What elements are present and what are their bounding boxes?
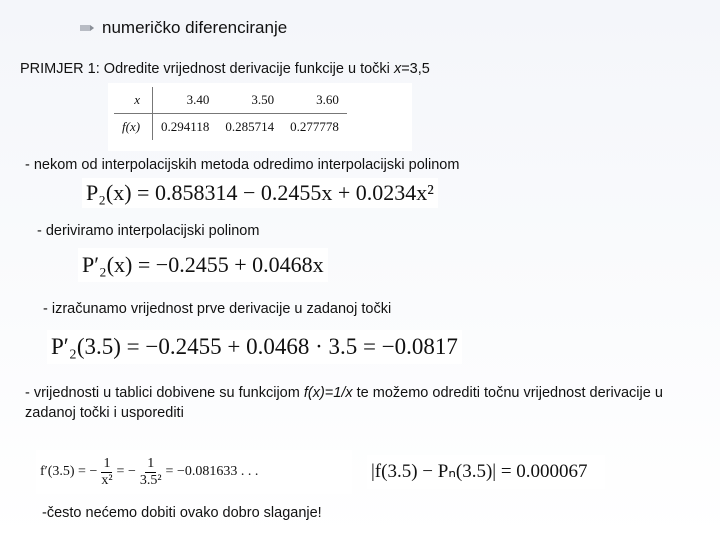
conclusion-text: -često nećemo dobiti ovako dobro slaganje! <box>42 505 322 521</box>
example-text: Odredite vrijednost derivacije funkcije u točki <box>99 61 394 77</box>
formula-mid: = − <box>116 464 136 479</box>
fraction-numerator: 1 <box>103 455 111 471</box>
title-text: numeričko diferenciranje <box>102 18 288 37</box>
table-cell: 0.277778 <box>290 119 339 134</box>
formula-rhs: −0.2455 + 0.0468x <box>155 252 324 277</box>
table-cell: 3.40 <box>153 87 218 114</box>
table-cell: 0.294118 <box>161 119 210 134</box>
step-4-part: te možemo odrediti točnu vrijednost derivacije u zadanoj točki i usporediti <box>25 385 663 421</box>
step-3-text: - izračunamo vrijednost prve derivacije u zadanoj točki <box>43 301 392 317</box>
example-var: x <box>393 61 402 77</box>
slide-title <box>80 18 287 38</box>
table-row-label: f(x) <box>114 114 153 141</box>
formula-rhs: −0.2455 + 0.0468 · 3.5 = −0.0817 <box>145 334 458 359</box>
step-4-text <box>25 383 695 423</box>
table-row <box>114 87 347 114</box>
formula-rhs: = −0.081633 . . . <box>165 464 259 479</box>
step-4-part: - vrijednosti u tablici dobivene su funkcijom <box>25 385 304 401</box>
formula-evaluation <box>47 330 462 364</box>
formula-lhs: f′(3.5) = − <box>40 464 98 479</box>
pencil-bullet-icon <box>80 23 94 33</box>
formula-lhs: P′₂(x) = <box>82 252 156 277</box>
formula-error: |f(3.5) − Pₙ(3.5)| = 0.000067 <box>367 455 605 489</box>
step-4-function: f(x)=1/x <box>303 385 353 401</box>
fraction-denominator: x² <box>101 472 113 488</box>
example-value: =3,5 <box>401 61 430 77</box>
formula-lhs: P′₂(3.5) = <box>51 334 146 359</box>
table-cell: 0.285714 <box>225 119 275 134</box>
example-label: PRIMJER 1: <box>20 61 100 77</box>
values-table-box <box>108 83 412 151</box>
formula-rhs: 0.858314 − 0.2455x + 0.0234x² <box>154 180 434 205</box>
table-cell: 3.50 <box>217 87 282 114</box>
example-heading <box>20 59 430 79</box>
fraction <box>138 456 164 489</box>
formula-exact-derivative <box>36 450 352 494</box>
values-table <box>114 87 347 140</box>
formula-lhs: P₂(x) = <box>86 180 155 205</box>
fraction-numerator: 1 <box>147 455 155 471</box>
formula-polynomial <box>82 178 438 208</box>
fraction <box>99 456 114 489</box>
step-2-text: - deriviramo interpolacijski polinom <box>37 223 260 239</box>
fraction-denominator: 3.5² <box>139 472 162 488</box>
table-row-label: x <box>114 87 153 114</box>
formula-derivative <box>78 248 328 282</box>
table-row <box>114 114 347 141</box>
table-cell: 3.60 <box>282 87 347 114</box>
step-1-text: - nekom od interpolacijskih metoda odredimo interpolacijski polinom <box>25 157 460 173</box>
